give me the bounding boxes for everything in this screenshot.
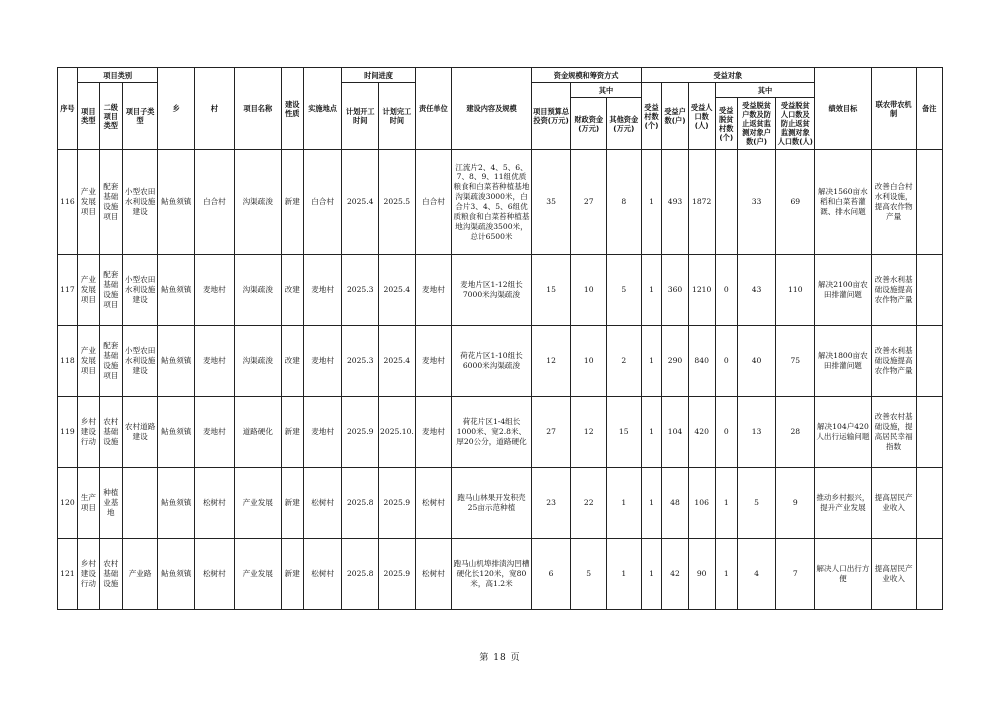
goal-cell: 推动乡村振兴，提升产业发展	[815, 468, 871, 539]
remark-cell	[916, 539, 942, 610]
benef-villages-cell: 1	[641, 539, 662, 610]
poverty-households-cell: 33	[737, 150, 776, 255]
responsible-cell: 松树村	[415, 539, 452, 610]
table-row	[58, 539, 943, 610]
project-type-cell: 乡村建设行动	[77, 397, 99, 468]
poverty-population-cell: 9	[776, 468, 815, 539]
other-funds-cell: 5	[607, 255, 642, 326]
build-nature-cell: 新建	[281, 150, 303, 255]
remark-cell	[916, 468, 942, 539]
header-benef-population: 受益人口数(人)	[688, 83, 715, 150]
benef-population-cell: 420	[688, 397, 715, 468]
plan-finish-cell: 2025.4	[379, 255, 416, 326]
project-name-cell: 沟渠疏浚	[234, 150, 281, 255]
benef-population-cell: 90	[688, 539, 715, 610]
village-cell: 松树村	[195, 539, 235, 610]
township-cell: 鲇鱼须镇	[158, 397, 195, 468]
project-name-cell: 沟渠疏浚	[234, 326, 281, 397]
plan-start-cell: 2025.3	[342, 255, 379, 326]
secondary-type-cell: 种植业基地	[99, 468, 122, 539]
plan-finish-cell: 2025.5	[379, 150, 416, 255]
budget-cell: 12	[531, 326, 571, 397]
project-type-cell: 产业发展项目	[77, 255, 99, 326]
poverty-households-cell: 13	[737, 397, 776, 468]
plan-finish-cell: 2025.10.	[379, 397, 416, 468]
remark-cell	[916, 326, 942, 397]
header-plan-start: 计划开工时间	[342, 83, 379, 150]
header-seq: 序号	[58, 68, 78, 150]
budget-cell: 35	[531, 150, 571, 255]
plan-start-cell: 2025.9	[342, 397, 379, 468]
poverty-households-cell: 43	[737, 255, 776, 326]
poverty-population-cell: 69	[776, 150, 815, 255]
sub-type-cell: 小型农田水利设施建设	[122, 326, 158, 397]
linkage-cell: 改善农村基础设施，提高居民幸福指数	[871, 397, 916, 468]
other-funds-cell: 2	[607, 326, 642, 397]
poverty-villages-cell: 0	[715, 326, 737, 397]
plan-finish-cell: 2025.4	[379, 326, 416, 397]
header-category-group: 项目类别	[77, 68, 158, 83]
header-among-benef: 其中	[715, 83, 814, 98]
location-cell: 麦地村	[303, 397, 342, 468]
other-funds-cell: 1	[607, 468, 642, 539]
header-remark: 备注	[916, 68, 942, 150]
header-sub-type: 项目子类型	[122, 83, 158, 150]
secondary-type-cell: 配套基础设施项目	[99, 326, 122, 397]
secondary-type-cell: 农村基础设施	[99, 397, 122, 468]
goal-cell: 解决1800亩农田排灌问题	[815, 326, 871, 397]
responsible-cell: 麦地村	[415, 255, 452, 326]
responsible-cell: 白合村	[415, 150, 452, 255]
benef-villages-cell: 1	[641, 468, 662, 539]
project-type-cell: 生产项目	[77, 468, 99, 539]
project-name-cell: 沟渠疏浚	[234, 255, 281, 326]
content-cell: 荷花片区1-4组长1000米、宽2.8米、厚20公分，道路硬化	[452, 397, 531, 468]
header-location: 实施地点	[303, 68, 342, 150]
header-poverty-population: 受益脱贫人口数及防止返贫监测对象人口数(人)	[776, 98, 815, 150]
linkage-cell: 改善水利基础设施提高农作物产量	[871, 255, 916, 326]
budget-cell: 23	[531, 468, 571, 539]
content-cell: 荷花片区1-10组长6000米沟渠疏浚	[452, 326, 531, 397]
poverty-population-cell: 7	[776, 539, 815, 610]
village-cell: 麦地村	[195, 326, 235, 397]
header-village: 村	[195, 68, 235, 150]
project-type-cell: 乡村建设行动	[77, 539, 99, 610]
header-beneficiary-group: 受益对象	[641, 68, 815, 83]
build-nature-cell: 改建	[281, 255, 303, 326]
header-plan-finish: 计划完工时间	[379, 83, 416, 150]
township-cell: 鲇鱼须镇	[158, 150, 195, 255]
secondary-type-cell: 农村基础设施	[99, 539, 122, 610]
seq-cell: 120	[58, 468, 78, 539]
sub-type-cell: 产业路	[122, 539, 158, 610]
village-cell: 麦地村	[195, 255, 235, 326]
poverty-population-cell: 28	[776, 397, 815, 468]
benef-households-cell: 42	[662, 539, 688, 610]
remark-cell	[916, 255, 942, 326]
header-build-nature: 建设性质	[281, 68, 303, 150]
header-schedule-group: 时间进度	[342, 68, 415, 83]
location-cell: 松树村	[303, 539, 342, 610]
project-type-cell: 产业发展项目	[77, 326, 99, 397]
seq-cell: 116	[58, 150, 78, 255]
header-poverty-villages: 受益脱贫村数(个)	[715, 98, 737, 150]
benef-villages-cell: 1	[641, 255, 662, 326]
header-fiscal: 财政资金(万元)	[571, 98, 607, 150]
secondary-type-cell: 配套基础设施项目	[99, 255, 122, 326]
goal-cell: 解决104户420人出行运输问题	[815, 397, 871, 468]
budget-cell: 6	[531, 539, 571, 610]
responsible-cell: 松树村	[415, 468, 452, 539]
other-funds-cell: 1	[607, 539, 642, 610]
responsible-cell: 麦地村	[415, 397, 452, 468]
location-cell: 白合村	[303, 150, 342, 255]
header-other: 其他资金(万元)	[607, 98, 642, 150]
benef-villages-cell: 1	[641, 150, 662, 255]
content-cell: 跑马山机埠排渍沟凹槽硬化长120米，宽80米，高1.2米	[452, 539, 531, 610]
table-row	[58, 326, 943, 397]
budget-cell: 15	[531, 255, 571, 326]
village-cell: 白合村	[195, 150, 235, 255]
plan-finish-cell: 2025.9	[379, 539, 416, 610]
benef-population-cell: 1872	[688, 150, 715, 255]
content-cell: 江流片2、4、5、6、7、8、9、11组优质粮食和白菜苔种植基地沟渠疏浚3000米，白合片3、4、5、6组优质粮食和白菜苔种植基地沟渠疏浚3500米，总计6500米	[452, 150, 531, 255]
content-cell: 跑马山林果开发积壳25亩示范种植	[452, 468, 531, 539]
header-township: 乡	[158, 68, 195, 150]
poverty-villages-cell: 1	[715, 539, 737, 610]
fiscal-cell: 12	[571, 397, 607, 468]
content-cell: 麦地片区1-12组长7000米沟渠疏浚	[452, 255, 531, 326]
linkage-cell: 改善水利基础设施提高农作物产量	[871, 326, 916, 397]
poverty-households-cell: 4	[737, 539, 776, 610]
header-budget: 项目预算总投资(万元)	[531, 83, 571, 150]
seq-cell: 118	[58, 326, 78, 397]
build-nature-cell: 改建	[281, 326, 303, 397]
benef-population-cell: 1210	[688, 255, 715, 326]
linkage-cell: 改善白合村水利设施，提高农作物产量	[871, 150, 916, 255]
benef-villages-cell: 1	[641, 397, 662, 468]
header-responsible: 责任单位	[415, 68, 452, 150]
poverty-population-cell: 75	[776, 326, 815, 397]
header-benef-households: 受益户数(户)	[662, 83, 688, 150]
seq-cell: 121	[58, 539, 78, 610]
responsible-cell: 麦地村	[415, 326, 452, 397]
goal-cell: 解决人口出行方便	[815, 539, 871, 610]
poverty-villages-cell	[715, 150, 737, 255]
table-row	[58, 150, 943, 255]
build-nature-cell: 新建	[281, 468, 303, 539]
sub-type-cell: 小型农田水利设施建设	[122, 150, 158, 255]
project-name-cell: 产业发展	[234, 539, 281, 610]
table-row	[58, 397, 943, 468]
benef-households-cell: 48	[662, 468, 688, 539]
header-poverty-households: 受益脱贫户数及防止返贫监测对象户数(户)	[737, 98, 776, 150]
header-project-name: 项目名称	[234, 68, 281, 150]
fiscal-cell: 27	[571, 150, 607, 255]
goal-cell: 解决2100亩农田排灌问题	[815, 255, 871, 326]
benef-population-cell: 106	[688, 468, 715, 539]
project-table	[57, 67, 943, 610]
table-row	[58, 468, 943, 539]
header-funding-group: 资金规模和筹资方式	[531, 68, 641, 83]
remark-cell	[916, 397, 942, 468]
header-secondary-type: 二级项目类型	[99, 83, 122, 150]
linkage-cell: 提高居民产业收入	[871, 539, 916, 610]
benef-households-cell: 104	[662, 397, 688, 468]
poverty-households-cell: 40	[737, 326, 776, 397]
sub-type-cell: 小型农田水利设施建设	[122, 255, 158, 326]
plan-start-cell: 2025.8	[342, 539, 379, 610]
linkage-cell: 提高居民产业收入	[871, 468, 916, 539]
header-goal: 绩效目标	[815, 68, 871, 150]
sub-type-cell	[122, 468, 158, 539]
benef-villages-cell: 1	[641, 326, 662, 397]
benef-households-cell: 493	[662, 150, 688, 255]
fiscal-cell: 10	[571, 255, 607, 326]
township-cell: 鲇鱼须镇	[158, 539, 195, 610]
secondary-type-cell: 配套基础设施项目	[99, 150, 122, 255]
goal-cell: 解决1560亩水稻和白菜苔灌溉、排水问题	[815, 150, 871, 255]
header-linkage: 联农带农机制	[871, 68, 916, 150]
village-cell: 麦地村	[195, 397, 235, 468]
benef-households-cell: 290	[662, 326, 688, 397]
location-cell: 松树村	[303, 468, 342, 539]
page-number: 第 18 页	[479, 653, 521, 663]
benef-households-cell: 360	[662, 255, 688, 326]
build-nature-cell: 新建	[281, 397, 303, 468]
project-type-cell: 产业发展项目	[77, 150, 99, 255]
poverty-villages-cell: 1	[715, 468, 737, 539]
fiscal-cell: 5	[571, 539, 607, 610]
poverty-population-cell: 110	[776, 255, 815, 326]
other-funds-cell: 8	[607, 150, 642, 255]
township-cell: 鲇鱼须镇	[158, 468, 195, 539]
village-cell: 松树村	[195, 468, 235, 539]
sub-type-cell: 农村道路建设	[122, 397, 158, 468]
header-among-funding: 其中	[571, 83, 641, 98]
table-row	[58, 255, 943, 326]
project-name-cell: 产业发展	[234, 468, 281, 539]
build-nature-cell: 新建	[281, 539, 303, 610]
plan-start-cell: 2025.4	[342, 150, 379, 255]
location-cell: 麦地村	[303, 326, 342, 397]
fiscal-cell: 10	[571, 326, 607, 397]
benef-population-cell: 840	[688, 326, 715, 397]
location-cell: 麦地村	[303, 255, 342, 326]
plan-finish-cell: 2025.9	[379, 468, 416, 539]
poverty-villages-cell: 0	[715, 255, 737, 326]
other-funds-cell: 15	[607, 397, 642, 468]
township-cell: 鲇鱼须镇	[158, 326, 195, 397]
township-cell: 鲇鱼须镇	[158, 255, 195, 326]
budget-cell: 27	[531, 397, 571, 468]
fiscal-cell: 22	[571, 468, 607, 539]
project-name-cell: 道路硬化	[234, 397, 281, 468]
seq-cell: 117	[58, 255, 78, 326]
header-benef-villages: 受益村数(个)	[641, 83, 662, 150]
header-content: 建设内容及规模	[452, 68, 531, 150]
poverty-villages-cell: 0	[715, 397, 737, 468]
header-project-type: 项目类型	[77, 83, 99, 150]
plan-start-cell: 2025.8	[342, 468, 379, 539]
plan-start-cell: 2025.3	[342, 326, 379, 397]
poverty-households-cell: 5	[737, 468, 776, 539]
seq-cell: 119	[58, 397, 78, 468]
remark-cell	[916, 150, 942, 255]
